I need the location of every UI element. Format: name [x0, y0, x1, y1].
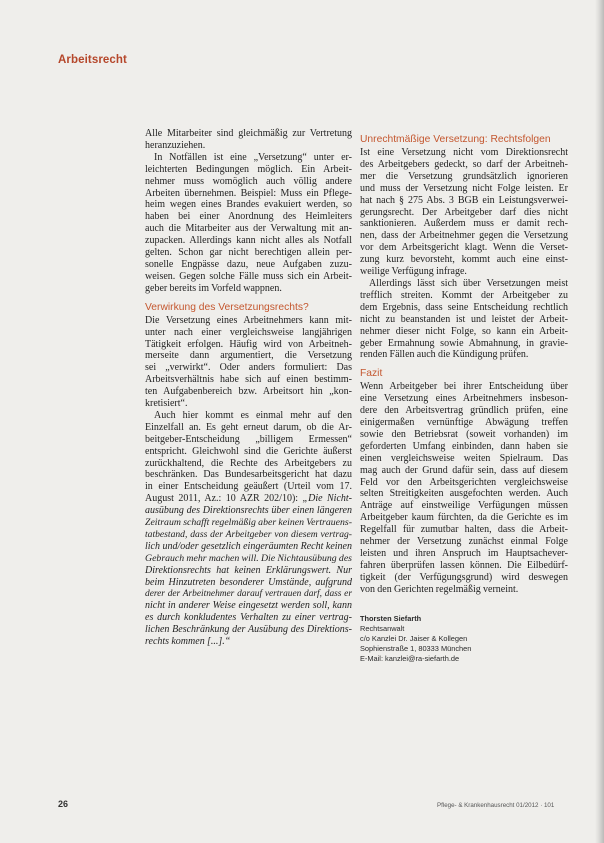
text-line: eine Versetzung eines Arbeitnehmers insbeson- — [360, 393, 568, 405]
paragraph — [360, 381, 568, 595]
text-line: leichterten Bedingungen möglich. Ein Arbeit- — [145, 163, 352, 175]
section-heading: Verwirkung des Versetzungsrechts? — [145, 301, 309, 313]
text-line: dem Ergebnis, dass seine Entscheidung rechtlich — [360, 301, 568, 313]
text-line: haben bei einer Anordnung des Heimleiters — [145, 211, 352, 223]
text-line: nicht zu beanstanden ist und leistet der Arbeit- — [360, 313, 568, 325]
text-line: zupacken. Allerdings kann nicht alles als Notfall — [145, 235, 352, 247]
text-line: Die Versetzung eines Arbeitnehmers kann mit- — [145, 314, 352, 326]
text-line: Regelfall für zumutbar halten, dass die Arbeit- — [360, 524, 568, 536]
text-line: zung kurz bevorsteht, kommt auch eine einst- — [360, 254, 568, 266]
italic-quote-text: tatbestand, dass der Arbeitgeber von diesem vertrag- — [145, 529, 352, 540]
text-line: Alle Mitarbeiter sind gleichmäßig zur Vertretung — [145, 128, 352, 139]
text-line: und muss der Versetzung nicht Folge leisten. Er — [360, 182, 568, 194]
author-name: Thorsten Siefarth — [360, 613, 422, 623]
text-line — [145, 553, 352, 565]
text-line: Tätigkeit erfolgen. Häufig wird von Arbeitneh- — [145, 338, 352, 350]
text-line: nen, dass der Arbeitnehmer gegen die Versetzung — [360, 230, 568, 242]
text-line: auch die Mitarbeiter aus der Verwaltung mit an- — [145, 223, 352, 235]
text-line — [145, 565, 352, 577]
author-role: Rechtsanwalt — [360, 623, 405, 633]
author-block — [360, 614, 568, 664]
italic-quote-text: beim Hinzutreten besonderer Umstände, aufgrund — [145, 576, 352, 588]
text-line: geber bereits im Vorfeld wappnen. — [145, 282, 282, 294]
text-line — [145, 541, 352, 553]
text-line: hat nach § 275 Abs. 3 BGB ein Leistungsverwei- — [360, 194, 568, 206]
italic-quote-text: derer der Arbeitnehmer darauf vertrauen darf, dass er — [145, 588, 352, 599]
text-line: unter nach einer vergleichsweise langjährigen — [145, 326, 352, 338]
italic-quote-text: lichen Beschränkung der Ausübung des Direktions- — [145, 624, 352, 636]
text-line — [145, 589, 352, 601]
paragraph — [145, 410, 352, 648]
text-line: sowie den Betriebsrat (soweit vorhanden) im — [360, 428, 568, 440]
text-line: beitgeber-Entscheidung „billigem Ermessen“ — [145, 433, 352, 445]
text-line — [145, 624, 352, 636]
text-line: weisen. Gegen solche Fälle muss sich ein Arbeit- — [145, 270, 352, 282]
text-line: nehmer dieser nicht Folge, so kann ein Arbeit- — [360, 325, 568, 337]
text-line: Allerdings lässt sich über Versetzungen meist — [369, 277, 568, 289]
italic-quote-text: ausübung des Direktionsrechts über einen längeren — [145, 505, 352, 517]
text-line: einen vergleichsweise weiten Spielraum. Das — [360, 452, 568, 464]
text-line: Wenn Arbeitgeber bei ihrer Entscheidung über — [360, 381, 568, 393]
italic-quote-text: rechts kommen [...].“ — [145, 636, 231, 648]
text-line: beschränken. Das Bundesarbeitsgericht hat dazu — [145, 469, 352, 481]
text-line: nehmer der Versetzung zunächst einmal Folge — [360, 536, 568, 548]
text-line: trefflich streiten. Kommt der Arbeitgeber zu — [360, 289, 568, 301]
text-line: heim wegen eines Brandes evakuiert werden, so — [145, 199, 352, 211]
italic-quote-text: nicht in anderer Weise eingesetzt werden soll, kann — [145, 600, 352, 612]
paragraph — [360, 278, 568, 361]
text-line: mag auch der Grund dafür sein, dass auf diesem — [360, 464, 568, 476]
author-firm: c/o Kanzlei Dr. Jaiser & Kollegen — [360, 633, 468, 643]
page-number: 26 — [58, 799, 69, 809]
text-line — [145, 505, 352, 517]
text-line: von den Gerichten regelmäßig verneint. — [360, 583, 519, 595]
text-line: merseite dann argumentiert, die Versetzung — [145, 350, 352, 362]
italic-quote-text: Direktionsrechts hat keinen Erklärungswert. Nur — [145, 564, 352, 576]
text-line: tigkeit (der Verfügungsgrund) wird deswegen — [360, 571, 568, 583]
text-line: ten Aufgabenbereich bzw. Arbeitsort hin „kon- — [145, 386, 352, 398]
text-line: In Notfällen ist eine „Versetzung“ unter er- — [154, 151, 352, 163]
text-line: leisten und ihren Anspruch im Hauptsachever- — [360, 548, 568, 559]
italic-quote-text: es durch konkludentes Verhalten zu einer vertrag- — [145, 612, 352, 624]
text-line: nehmer muss womöglich auch völlig andere — [145, 175, 352, 187]
text-line: gelten. Schon gar nicht berechtigen allein per- — [145, 247, 352, 259]
journal-footer: Pflege- & Krankenhausrecht 01/2012 · 101 — [437, 802, 555, 809]
right-column-body — [360, 134, 568, 596]
text-line: Ist eine Versetzung nicht vom Direktionsrecht — [360, 147, 568, 158]
text-line: des Arbeitgebers gedeckt, so darf der Arbeitneh- — [360, 158, 568, 170]
text-line: selten Streitigkeiten ausgefochten werden. Auch — [360, 488, 568, 500]
text-line — [145, 600, 352, 612]
text-line: gerungsrecht. Der Arbeitgeber darf dies nicht — [360, 206, 568, 218]
text-line: einigermaßen vernünftige Abwägung treffen — [360, 417, 568, 429]
italic-quote-text: Gebrauch mehr machen will. Die Nichtausübung des — [145, 552, 352, 564]
text-line: Feld vor den Arbeitsgerichten vergleichsweise — [360, 476, 568, 488]
text-line: in einer Entscheidung geäußert (Urteil vom 17. — [145, 481, 352, 493]
text-line: sei „verwirkt“. Oder anders formuliert: Das — [145, 362, 352, 374]
text-line: Anträge auf einstweilige Verfügungen müssen — [360, 500, 568, 512]
section-heading: Fazit — [360, 368, 383, 380]
page-edge-shadow — [595, 0, 604, 843]
text-line: fahren überprüfen lassen können. Die Eilbedürf- — [360, 559, 568, 571]
text-line: mer die Versetzung grundsätzlich ignorieren — [360, 170, 568, 182]
text-line — [145, 493, 352, 505]
text-line — [145, 612, 352, 624]
section-label: Arbeitsrecht — [58, 54, 127, 66]
text-line — [145, 636, 352, 648]
section-heading: Unrechtmäßige Versetzung: Rechtsfolgen — [360, 134, 551, 145]
text-line: kretisiert“. — [145, 398, 188, 410]
italic-quote-text: Zeitraum schafft regelmäßig aber keinen Vertrauens- — [145, 517, 352, 529]
text-line: Einzelfall an. Es geht erneut darum, ob die Ar- — [145, 421, 352, 433]
text-line: entspricht. Gleichwohl sind die Gerichte äußerst — [145, 445, 352, 457]
author-address: Sophienstraße 1, 80333 München — [360, 643, 472, 653]
plain-text: August 2011, Az.: 10 AZR 202/10): — [145, 493, 303, 505]
text-line: renden Fällen auch die Kündigung prüfen. — [360, 349, 529, 361]
paragraph — [145, 152, 352, 295]
text-line: weilige Verfügung infrage. — [360, 266, 467, 278]
text-line — [145, 517, 352, 529]
text-line: Auch hier kommt es einmal mehr auf den — [154, 409, 352, 421]
text-line: Arbeiten übernehmen. Beispiel: Muss ein Pflege- — [145, 187, 352, 199]
text-line: geforderten Umfang einbinden, dann haben sie — [360, 440, 568, 452]
text-line: vor dem Arbeitsgericht klagt. Wenn die Verset- — [360, 242, 568, 254]
italic-quote-text: lich und/oder gesetzlich eingeräumten Recht keinen — [145, 540, 352, 552]
paragraph — [145, 315, 352, 410]
text-line: Arbeitsverhältnis habe sich auf einen bestimm- — [145, 374, 352, 386]
text-line: Arbeitgeber kaum fürchten, da die Gerichte es im — [360, 512, 568, 524]
italic-quote-text: „Die Nicht- — [302, 493, 353, 505]
text-line: heranzuziehen. — [145, 139, 206, 151]
paragraph — [360, 147, 568, 278]
left-text-column — [145, 128, 352, 648]
text-line: geber Ermahnung sowie Abmahnung, in gravie- — [360, 337, 568, 349]
paragraph — [145, 128, 352, 152]
text-line: zurückhaltend, die Rechte des Arbeitgebers zu — [145, 457, 352, 469]
right-text-column — [360, 127, 568, 664]
text-line: sanktionieren. Außerdem muss er damit rech- — [360, 218, 568, 230]
text-line: dere den Arbeitsvertrag gründlich prüfen, eine — [360, 405, 568, 417]
text-line: sonelle Engpässe dazu, neue Aufgaben zuzu- — [145, 258, 352, 270]
text-line — [145, 529, 352, 541]
author-email: E-Mail: kanzlei@ra-siefarth.de — [360, 653, 460, 663]
text-line — [145, 577, 352, 589]
